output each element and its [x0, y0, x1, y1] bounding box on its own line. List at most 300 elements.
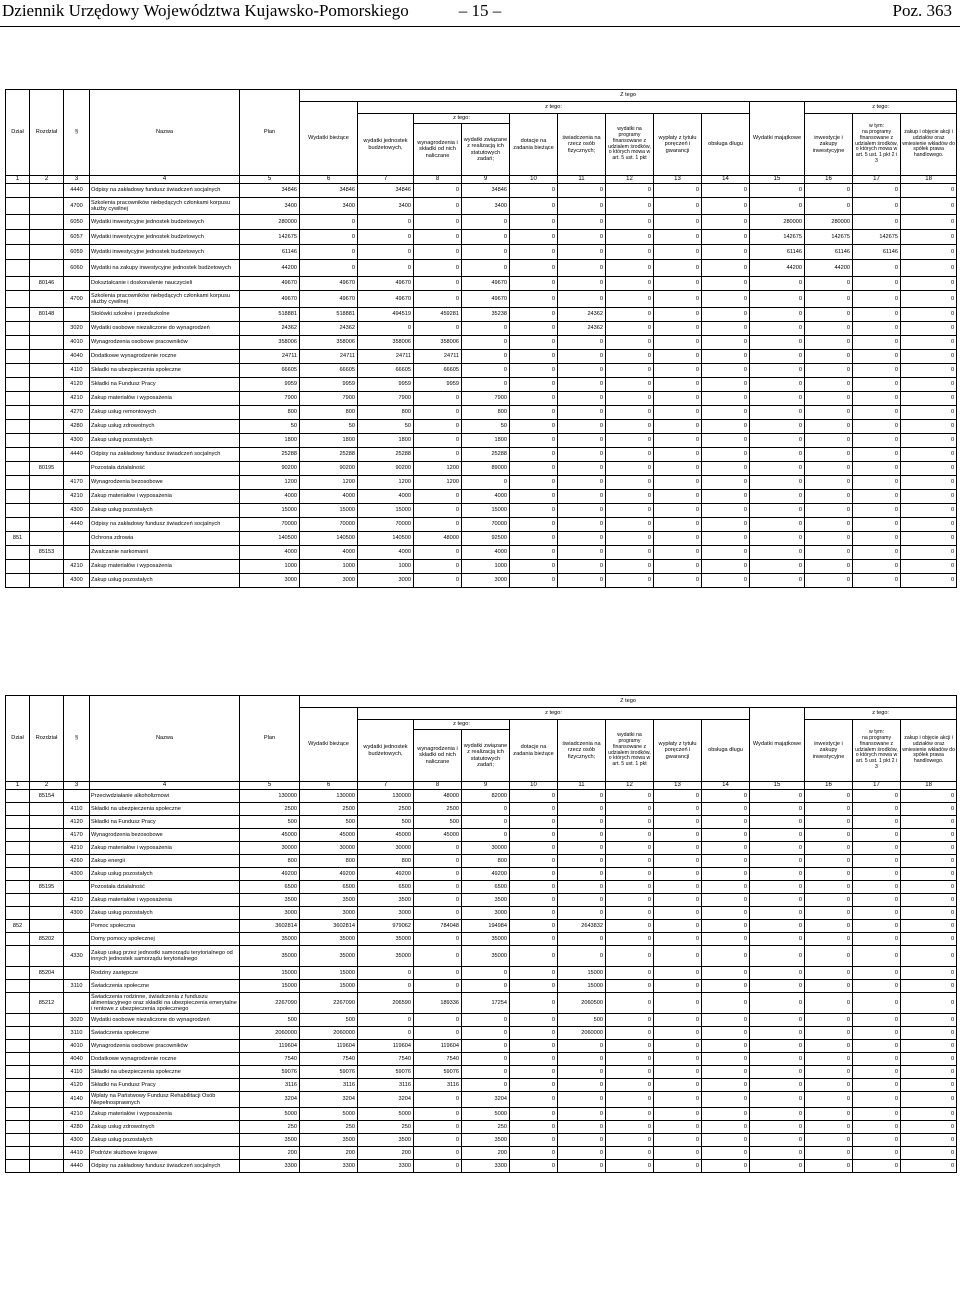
- cell-value: 0: [558, 350, 606, 364]
- table-row: [6, 476, 957, 490]
- cell-value: 0: [805, 1014, 853, 1027]
- cell-plan: 15000: [240, 980, 300, 993]
- cell-value: 0: [702, 350, 750, 364]
- cell-paragraf: 6050: [64, 215, 90, 230]
- cell-plan: 44200: [240, 260, 300, 277]
- cell-value: 0: [558, 842, 606, 855]
- cell-value: 0: [606, 291, 654, 308]
- cell-value: 35000: [462, 933, 510, 946]
- z-tego-jednostek-header: z tego:: [414, 720, 510, 730]
- cell-plan: 15000: [240, 967, 300, 980]
- table-row: [6, 574, 957, 588]
- cell-value: 140500: [358, 532, 414, 546]
- cell-dzial: [6, 260, 30, 277]
- cell-value: 0: [558, 230, 606, 245]
- cell-value: 0: [654, 1053, 702, 1066]
- column-number: 6: [300, 176, 358, 184]
- cell-value: 0: [805, 946, 853, 967]
- cell-value: 30000: [462, 842, 510, 855]
- column-number: 4: [90, 176, 240, 184]
- cell-plan: 3602814: [240, 920, 300, 933]
- cell-value: 0: [654, 392, 702, 406]
- cell-value: 35000: [300, 946, 358, 967]
- cell-value: 9959: [414, 378, 462, 392]
- cell-value: 0: [558, 1053, 606, 1066]
- cell-value: 3300: [358, 1160, 414, 1173]
- cell-paragraf: 4260: [64, 855, 90, 868]
- cell-value: 0: [510, 392, 558, 406]
- cell-value: 0: [702, 790, 750, 803]
- cell-value: 0: [853, 574, 901, 588]
- cell-value: 0: [702, 364, 750, 378]
- cell-value: 0: [558, 245, 606, 260]
- cell-nazwa: Przeciwdziałanie alkoholizmowi: [90, 790, 240, 803]
- column-number: 5: [240, 176, 300, 184]
- cell-value: 17254: [462, 993, 510, 1014]
- cell-value: 0: [558, 490, 606, 504]
- cell-value: 0: [654, 260, 702, 277]
- cell-value: 800: [358, 855, 414, 868]
- cell-value: 0: [606, 574, 654, 588]
- cell-nazwa: Pozostała działalność: [90, 881, 240, 894]
- cell-rozdzial: [30, 532, 64, 546]
- cell-value: 0: [901, 198, 957, 215]
- cell-rozdzial: 80195: [30, 462, 64, 476]
- cell-value: 0: [654, 1027, 702, 1040]
- cell-value: 0: [805, 1092, 853, 1108]
- cell-value: 0: [750, 476, 805, 490]
- cell-value: 49670: [358, 291, 414, 308]
- cell-plan: 30000: [240, 842, 300, 855]
- z-tego-biezace-header: z tego:: [358, 102, 750, 114]
- cell-value: 0: [558, 803, 606, 816]
- cell-plan: 800: [240, 406, 300, 420]
- cell-value: 0: [654, 434, 702, 448]
- cell-paragraf: [64, 277, 90, 291]
- cell-rozdzial: 85212: [30, 993, 64, 1014]
- col-rozdzial-header: Rozdział: [30, 90, 64, 176]
- cell-value: 0: [510, 993, 558, 1014]
- cell-value: 0: [414, 1121, 462, 1134]
- cell-value: 0: [702, 322, 750, 336]
- cell-value: 3000: [462, 574, 510, 588]
- cell-paragraf: 4040: [64, 350, 90, 364]
- cell-plan: 3204: [240, 1092, 300, 1108]
- cell-dzial: [6, 350, 30, 364]
- cell-dzial: [6, 803, 30, 816]
- cell-value: 119604: [300, 1040, 358, 1053]
- cell-dzial: [6, 1160, 30, 1173]
- cell-plan: 24362: [240, 322, 300, 336]
- cell-value: 5000: [300, 1108, 358, 1121]
- cell-value: 0: [414, 406, 462, 420]
- cell-dzial: [6, 215, 30, 230]
- cell-value: 0: [853, 894, 901, 907]
- cell-nazwa: Zakup materiałów i wyposażenia: [90, 560, 240, 574]
- cell-value: 0: [654, 993, 702, 1014]
- cell-value: 0: [510, 546, 558, 560]
- col-wyplaty-header: wypłaty z tytułu poręczeń i gwarancji: [654, 720, 702, 782]
- cell-value: 0: [558, 1121, 606, 1134]
- cell-value: 0: [853, 967, 901, 980]
- cell-plan: 6500: [240, 881, 300, 894]
- cell-value: 518881: [300, 308, 358, 322]
- cell-value: 0: [901, 967, 957, 980]
- cell-nazwa: Podróże służbowe krajowe: [90, 1147, 240, 1160]
- cell-value: 0: [702, 518, 750, 532]
- cell-value: 0: [702, 907, 750, 920]
- cell-value: 0: [805, 842, 853, 855]
- cell-value: 49200: [358, 868, 414, 881]
- cell-value: 0: [750, 933, 805, 946]
- cell-value: 0: [901, 322, 957, 336]
- page-header: [0, 0, 960, 28]
- cell-value: 0: [853, 855, 901, 868]
- cell-value: 0: [358, 230, 414, 245]
- cell-rozdzial: [30, 260, 64, 277]
- cell-value: 0: [414, 1108, 462, 1121]
- cell-value: 6500: [300, 881, 358, 894]
- cell-value: 0: [805, 532, 853, 546]
- cell-value: 0: [853, 1014, 901, 1027]
- cell-value: 0: [510, 462, 558, 476]
- cell-value: 15000: [300, 504, 358, 518]
- cell-value: 0: [805, 829, 853, 842]
- cell-value: 0: [901, 504, 957, 518]
- cell-paragraf: 6060: [64, 260, 90, 277]
- cell-value: 0: [462, 980, 510, 993]
- cell-value: 0: [750, 420, 805, 434]
- cell-value: 0: [654, 215, 702, 230]
- cell-value: 0: [462, 336, 510, 350]
- cell-value: 2500: [300, 803, 358, 816]
- cell-dzial: [6, 462, 30, 476]
- col-nazwa-header: Nazwa: [90, 696, 240, 782]
- cell-value: 4000: [462, 546, 510, 560]
- col-na-programy-header: [853, 720, 901, 782]
- na-programy-label: na programy finansowane z udziałem środków, o których mowa w art. 5 ust. 1 pkt 2 i 3: [855, 128, 898, 165]
- cell-value: 0: [510, 245, 558, 260]
- cell-value: 0: [558, 434, 606, 448]
- cell-value: 0: [901, 245, 957, 260]
- cell-value: 0: [654, 462, 702, 476]
- col-paragraf-header: §: [64, 696, 90, 782]
- table-row: [6, 980, 957, 993]
- table-row: [6, 829, 957, 842]
- cell-value: 0: [654, 420, 702, 434]
- cell-value: 0: [853, 560, 901, 574]
- cell-plan: 3000: [240, 574, 300, 588]
- cell-value: 3204: [462, 1092, 510, 1108]
- cell-value: 25288: [300, 448, 358, 462]
- cell-value: 0: [654, 560, 702, 574]
- cell-value: 0: [805, 546, 853, 560]
- cell-value: 0: [414, 291, 462, 308]
- col-plan-header: Plan: [240, 90, 300, 176]
- cell-nazwa: Wydatki inwestycyjne jednostek budżetowych: [90, 245, 240, 260]
- cell-value: 0: [414, 215, 462, 230]
- table-row: [6, 1040, 957, 1053]
- cell-plan: 50: [240, 420, 300, 434]
- cell-value: 0: [462, 378, 510, 392]
- cell-value: 500: [558, 1014, 606, 1027]
- cell-value: 0: [510, 1160, 558, 1173]
- cell-value: 0: [654, 1092, 702, 1108]
- cell-value: 7540: [358, 1053, 414, 1066]
- cell-value: 90200: [300, 462, 358, 476]
- cell-value: 0: [805, 490, 853, 504]
- cell-value: 0: [750, 198, 805, 215]
- cell-nazwa: Składki na Fundusz Pracy: [90, 816, 240, 829]
- cell-value: 3400: [358, 198, 414, 215]
- cell-value: 0: [414, 1134, 462, 1147]
- cell-value: 0: [654, 933, 702, 946]
- cell-rozdzial: 85202: [30, 933, 64, 946]
- cell-value: 0: [510, 532, 558, 546]
- cell-value: 0: [702, 448, 750, 462]
- cell-value: 0: [510, 434, 558, 448]
- cell-value: 0: [606, 476, 654, 490]
- cell-value: 3602814: [300, 920, 358, 933]
- cell-value: 0: [750, 842, 805, 855]
- cell-rozdzial: [30, 245, 64, 260]
- cell-value: 0: [510, 980, 558, 993]
- cell-value: 0: [510, 842, 558, 855]
- table-row: [6, 967, 957, 980]
- cell-nazwa: Dokształcanie i doskonalenie nauczycieli: [90, 277, 240, 291]
- cell-value: 0: [510, 406, 558, 420]
- column-number: 11: [558, 782, 606, 790]
- cell-plan: 130000: [240, 790, 300, 803]
- column-number: 10: [510, 782, 558, 790]
- cell-value: 0: [750, 308, 805, 322]
- cell-value: 0: [853, 1092, 901, 1108]
- cell-value: 49200: [462, 868, 510, 881]
- cell-value: 0: [510, 336, 558, 350]
- cell-value: 0: [414, 967, 462, 980]
- cell-value: 0: [901, 364, 957, 378]
- cell-value: 0: [654, 406, 702, 420]
- cell-value: 0: [510, 277, 558, 291]
- cell-value: 0: [654, 230, 702, 245]
- column-number: 8: [414, 782, 462, 790]
- cell-rozdzial: 80146: [30, 277, 64, 291]
- cell-value: 3000: [462, 907, 510, 920]
- cell-value: 0: [462, 364, 510, 378]
- cell-value: 1200: [414, 462, 462, 476]
- cell-value: 0: [853, 1079, 901, 1092]
- cell-rozdzial: [30, 1121, 64, 1134]
- cell-value: 0: [606, 855, 654, 868]
- cell-value: 0: [901, 350, 957, 364]
- cell-nazwa: Zakup usług pozostałych: [90, 868, 240, 881]
- cell-dzial: [6, 993, 30, 1014]
- cell-value: 0: [805, 378, 853, 392]
- cell-paragraf: [64, 532, 90, 546]
- cell-plan: 1800: [240, 434, 300, 448]
- cell-value: 0: [805, 1040, 853, 1053]
- cell-value: 0: [654, 842, 702, 855]
- cell-value: 7540: [414, 1053, 462, 1066]
- cell-value: 49670: [462, 291, 510, 308]
- cell-value: 0: [558, 1079, 606, 1092]
- cell-plan: 800: [240, 855, 300, 868]
- cell-value: 0: [510, 378, 558, 392]
- col-paragraf-header: §: [64, 90, 90, 176]
- cell-value: 0: [702, 574, 750, 588]
- cell-value: 0: [510, 1108, 558, 1121]
- column-number: 14: [702, 782, 750, 790]
- cell-paragraf: 4110: [64, 364, 90, 378]
- cell-dzial: [6, 1121, 30, 1134]
- cell-value: 0: [462, 260, 510, 277]
- cell-value: 59076: [358, 1066, 414, 1079]
- cell-value: 140500: [300, 532, 358, 546]
- cell-plan: 24711: [240, 350, 300, 364]
- cell-value: 0: [901, 881, 957, 894]
- cell-value: 0: [853, 476, 901, 490]
- col-zakup-akcji-header: zakup i objęcie akcji i udziałów oraz wniesienie wkładów do spółek prawa handlowego.: [901, 114, 957, 176]
- cell-value: 0: [606, 1092, 654, 1108]
- cell-rozdzial: [30, 920, 64, 933]
- cell-paragraf: 4300: [64, 907, 90, 920]
- table-row: [6, 230, 957, 245]
- cell-value: 0: [702, 881, 750, 894]
- cell-dzial: [6, 277, 30, 291]
- cell-value: 0: [805, 790, 853, 803]
- cell-value: 0: [654, 980, 702, 993]
- cell-value: 0: [853, 1027, 901, 1040]
- cell-rozdzial: [30, 1108, 64, 1121]
- cell-plan: 66605: [240, 364, 300, 378]
- cell-plan: 90200: [240, 462, 300, 476]
- cell-rozdzial: [30, 1014, 64, 1027]
- cell-value: 0: [510, 1079, 558, 1092]
- cell-value: 0: [805, 434, 853, 448]
- table-row: [6, 215, 957, 230]
- cell-value: 0: [901, 1040, 957, 1053]
- cell-paragraf: 4280: [64, 420, 90, 434]
- cell-value: 0: [414, 518, 462, 532]
- cell-value: 0: [414, 184, 462, 198]
- cell-value: 0: [853, 504, 901, 518]
- cell-dzial: [6, 504, 30, 518]
- cell-plan: 3300: [240, 1160, 300, 1173]
- cell-value: 4000: [358, 546, 414, 560]
- cell-value: 0: [901, 1053, 957, 1066]
- cell-value: 0: [901, 1147, 957, 1160]
- cell-value: 0: [654, 476, 702, 490]
- cell-value: 0: [654, 364, 702, 378]
- table-row: [6, 184, 957, 198]
- cell-value: 50: [300, 420, 358, 434]
- cell-value: 0: [750, 1066, 805, 1079]
- cell-value: 0: [654, 907, 702, 920]
- cell-value: 0: [750, 1134, 805, 1147]
- cell-value: 50: [358, 420, 414, 434]
- cell-value: 0: [654, 378, 702, 392]
- cell-value: 0: [558, 392, 606, 406]
- cell-plan: 45000: [240, 829, 300, 842]
- cell-value: 35000: [358, 946, 414, 967]
- cell-value: 1200: [300, 476, 358, 490]
- cell-value: 0: [558, 1134, 606, 1147]
- cell-rozdzial: [30, 392, 64, 406]
- cell-dzial: [6, 336, 30, 350]
- cell-value: 500: [358, 816, 414, 829]
- cell-dzial: [6, 184, 30, 198]
- cell-value: 49200: [300, 868, 358, 881]
- cell-value: 5000: [462, 1108, 510, 1121]
- cell-rozdzial: [30, 560, 64, 574]
- cell-nazwa: Szkolenia pracowników niebędących członkami korpusu służby cywilnej: [90, 291, 240, 308]
- cell-value: 0: [702, 420, 750, 434]
- cell-nazwa: Wydatki osobowe niezaliczone do wynagrodzeń: [90, 1014, 240, 1027]
- cell-value: 250: [462, 1121, 510, 1134]
- col-dzial-header: Dział: [6, 90, 30, 176]
- cell-value: 0: [750, 350, 805, 364]
- cell-value: 0: [853, 790, 901, 803]
- cell-value: 0: [702, 476, 750, 490]
- cell-value: 0: [750, 392, 805, 406]
- cell-plan: 59076: [240, 1066, 300, 1079]
- cell-value: 0: [750, 448, 805, 462]
- w-tym-label: w tym:: [869, 729, 884, 736]
- cell-value: 784048: [414, 920, 462, 933]
- cell-nazwa: Zakup usług pozostałych: [90, 907, 240, 920]
- cell-value: 0: [853, 881, 901, 894]
- cell-value: 0: [510, 518, 558, 532]
- cell-value: 15000: [558, 980, 606, 993]
- cell-value: 3300: [462, 1160, 510, 1173]
- cell-value: 0: [750, 1079, 805, 1092]
- col-zakup-akcji-header: zakup i objęcie akcji i udziałów oraz wniesienie wkładów do spółek prawa handlowego.: [901, 720, 957, 782]
- cell-paragraf: 4010: [64, 1040, 90, 1053]
- cell-value: 0: [414, 894, 462, 907]
- cell-value: 0: [901, 308, 957, 322]
- cell-dzial: [6, 291, 30, 308]
- cell-value: 0: [558, 518, 606, 532]
- table-row: [6, 1079, 957, 1092]
- cell-nazwa: Odpisy na zakładowy fundusz świadczeń socjalnych: [90, 518, 240, 532]
- cell-value: 0: [750, 364, 805, 378]
- cell-value: 0: [805, 308, 853, 322]
- table-row: [6, 803, 957, 816]
- cell-value: 250: [358, 1121, 414, 1134]
- cell-value: 0: [750, 855, 805, 868]
- cell-value: 0: [462, 350, 510, 364]
- cell-value: 0: [510, 920, 558, 933]
- cell-value: 49670: [300, 291, 358, 308]
- cell-value: 0: [750, 803, 805, 816]
- cell-rozdzial: [30, 1092, 64, 1108]
- cell-value: 0: [805, 462, 853, 476]
- cell-rozdzial: [30, 816, 64, 829]
- cell-value: 0: [702, 1027, 750, 1040]
- cell-value: 0: [414, 933, 462, 946]
- cell-value: 0: [606, 448, 654, 462]
- col-wynagrodzenia-header: wynagrodzenia i składki od nich naliczane: [414, 730, 462, 782]
- cell-dzial: [6, 790, 30, 803]
- cell-value: 0: [750, 1014, 805, 1027]
- cell-value: 0: [702, 308, 750, 322]
- cell-value: 0: [750, 967, 805, 980]
- cell-value: 0: [558, 816, 606, 829]
- cell-value: 0: [702, 1108, 750, 1121]
- cell-value: 0: [414, 392, 462, 406]
- cell-value: 0: [654, 881, 702, 894]
- cell-nazwa: Wydatki osobowe niezaliczone do wynagrodzeń: [90, 322, 240, 336]
